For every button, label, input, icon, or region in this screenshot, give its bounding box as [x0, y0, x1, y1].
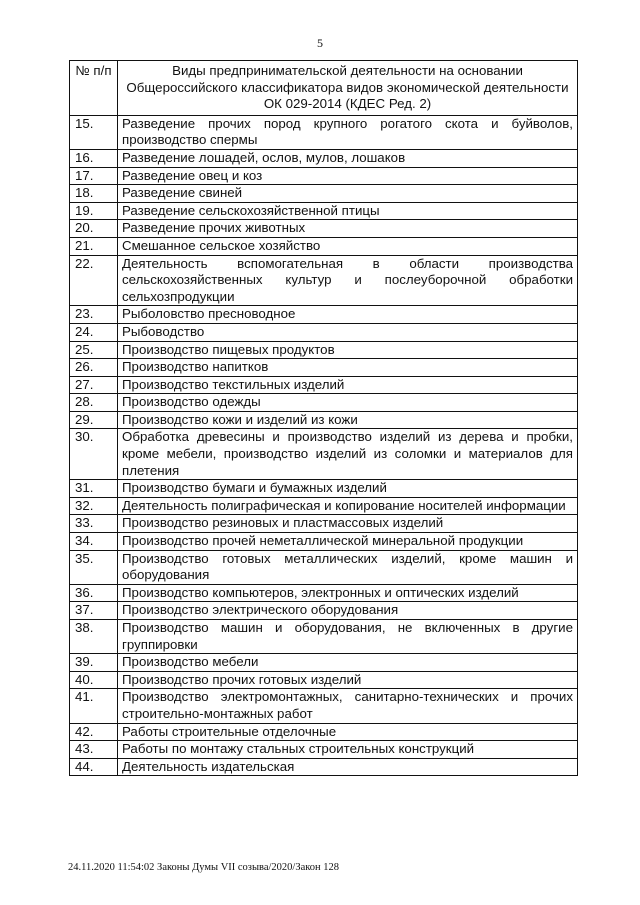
table-row	[70, 394, 578, 412]
table-row	[70, 115, 578, 149]
activity-name: Разведение прочих пород крупного рогатого скота и буйволов, производство спермы	[118, 115, 578, 149]
table-row	[70, 376, 578, 394]
header-activity: Виды предпринимательской деятельности на основании Общероссийского классификатора видов экономической деятельности ОК 029-2014 (КДЕС Ред. 2)	[118, 61, 578, 116]
table-row	[70, 497, 578, 515]
table-row	[70, 341, 578, 359]
row-number: 24.	[70, 323, 118, 341]
table-row	[70, 620, 578, 654]
table-row	[70, 306, 578, 324]
table-row	[70, 167, 578, 185]
row-number: 25.	[70, 341, 118, 359]
row-number: 23.	[70, 306, 118, 324]
activity-name: Производство текстильных изделий	[118, 376, 578, 394]
row-number: 20.	[70, 220, 118, 238]
table-row	[70, 723, 578, 741]
activity-name: Производство бумаги и бумажных изделий	[118, 480, 578, 498]
table-row	[70, 689, 578, 723]
table-row	[70, 411, 578, 429]
activity-name: Разведение свиней	[118, 185, 578, 203]
header-num: № п/п	[70, 61, 118, 116]
row-number: 22.	[70, 255, 118, 306]
table-row	[70, 429, 578, 480]
row-number: 44.	[70, 758, 118, 776]
table-row	[70, 185, 578, 203]
row-number: 42.	[70, 723, 118, 741]
table-row	[70, 237, 578, 255]
footer-stamp: 24.11.2020 11:54:02 Законы Думы VII созыва/2020/Закон 128	[68, 862, 340, 873]
row-number: 29.	[70, 411, 118, 429]
activity-name: Рыболовство пресноводное	[118, 306, 578, 324]
table-row	[70, 671, 578, 689]
activity-name: Разведение прочих животных	[118, 220, 578, 238]
row-number: 36.	[70, 584, 118, 602]
activity-name: Работы строительные отделочные	[118, 723, 578, 741]
activity-name: Обработка древесины и производство изделий из дерева и пробки, кроме мебели, производство изделий из соломки и материалов для плетения	[118, 429, 578, 480]
activity-name: Деятельность вспомогательная в области производства сельскохозяйственных культур и послеуборочной обработки сельхозпродукции	[118, 255, 578, 306]
activity-name: Разведение сельскохозяйственной птицы	[118, 202, 578, 220]
activity-name: Производство прочих готовых изделий	[118, 671, 578, 689]
row-number: 19.	[70, 202, 118, 220]
activities-table	[69, 60, 578, 776]
activity-name: Производство кожи и изделий из кожи	[118, 411, 578, 429]
activity-name: Деятельность полиграфическая и копирование носителей информации	[118, 497, 578, 515]
row-number: 34.	[70, 533, 118, 551]
table-row	[70, 533, 578, 551]
table-row	[70, 550, 578, 584]
activity-name: Производство электрического оборудования	[118, 602, 578, 620]
activity-name: Производство прочей неметаллической минеральной продукции	[118, 533, 578, 551]
row-number: 16.	[70, 149, 118, 167]
activity-name: Производство готовых металлических изделий, кроме машин и оборудования	[118, 550, 578, 584]
activity-name: Работы по монтажу стальных строительных конструкций	[118, 741, 578, 759]
table-row	[70, 584, 578, 602]
row-number: 28.	[70, 394, 118, 412]
activity-name: Рыбоводство	[118, 323, 578, 341]
activity-name: Смешанное сельское хозяйство	[118, 237, 578, 255]
table-row	[70, 741, 578, 759]
row-number: 33.	[70, 515, 118, 533]
activity-name: Производство одежды	[118, 394, 578, 412]
activity-name: Производство мебели	[118, 654, 578, 672]
row-number: 15.	[70, 115, 118, 149]
table-row	[70, 323, 578, 341]
activity-name: Производство электромонтажных, санитарно-технических и прочих строительно-монтажных работ	[118, 689, 578, 723]
activity-name: Производство напитков	[118, 359, 578, 377]
table-row	[70, 480, 578, 498]
table-row	[70, 758, 578, 776]
table-row	[70, 602, 578, 620]
activity-name: Производство резиновых и пластмассовых изделий	[118, 515, 578, 533]
row-number: 31.	[70, 480, 118, 498]
row-number: 21.	[70, 237, 118, 255]
table-body	[70, 115, 578, 776]
row-number: 27.	[70, 376, 118, 394]
activity-name: Разведение лошадей, ослов, мулов, лошаков	[118, 149, 578, 167]
table-header-row	[70, 61, 578, 116]
row-number: 26.	[70, 359, 118, 377]
activity-name: Производство пищевых продуктов	[118, 341, 578, 359]
activity-name: Деятельность издательская	[118, 758, 578, 776]
row-number: 37.	[70, 602, 118, 620]
table-row	[70, 255, 578, 306]
row-number: 35.	[70, 550, 118, 584]
row-number: 18.	[70, 185, 118, 203]
row-number: 39.	[70, 654, 118, 672]
page-number: 5	[317, 36, 323, 50]
row-number: 40.	[70, 671, 118, 689]
activity-name: Разведение овец и коз	[118, 167, 578, 185]
table-row	[70, 220, 578, 238]
row-number: 32.	[70, 497, 118, 515]
table-row	[70, 359, 578, 377]
table-row	[70, 654, 578, 672]
row-number: 38.	[70, 620, 118, 654]
table-row	[70, 515, 578, 533]
table-row	[70, 202, 578, 220]
activity-name: Производство машин и оборудования, не включенных в другие группировки	[118, 620, 578, 654]
row-number: 43.	[70, 741, 118, 759]
row-number: 41.	[70, 689, 118, 723]
row-number: 17.	[70, 167, 118, 185]
row-number: 30.	[70, 429, 118, 480]
table-row	[70, 149, 578, 167]
activity-name: Производство компьютеров, электронных и оптических изделий	[118, 584, 578, 602]
